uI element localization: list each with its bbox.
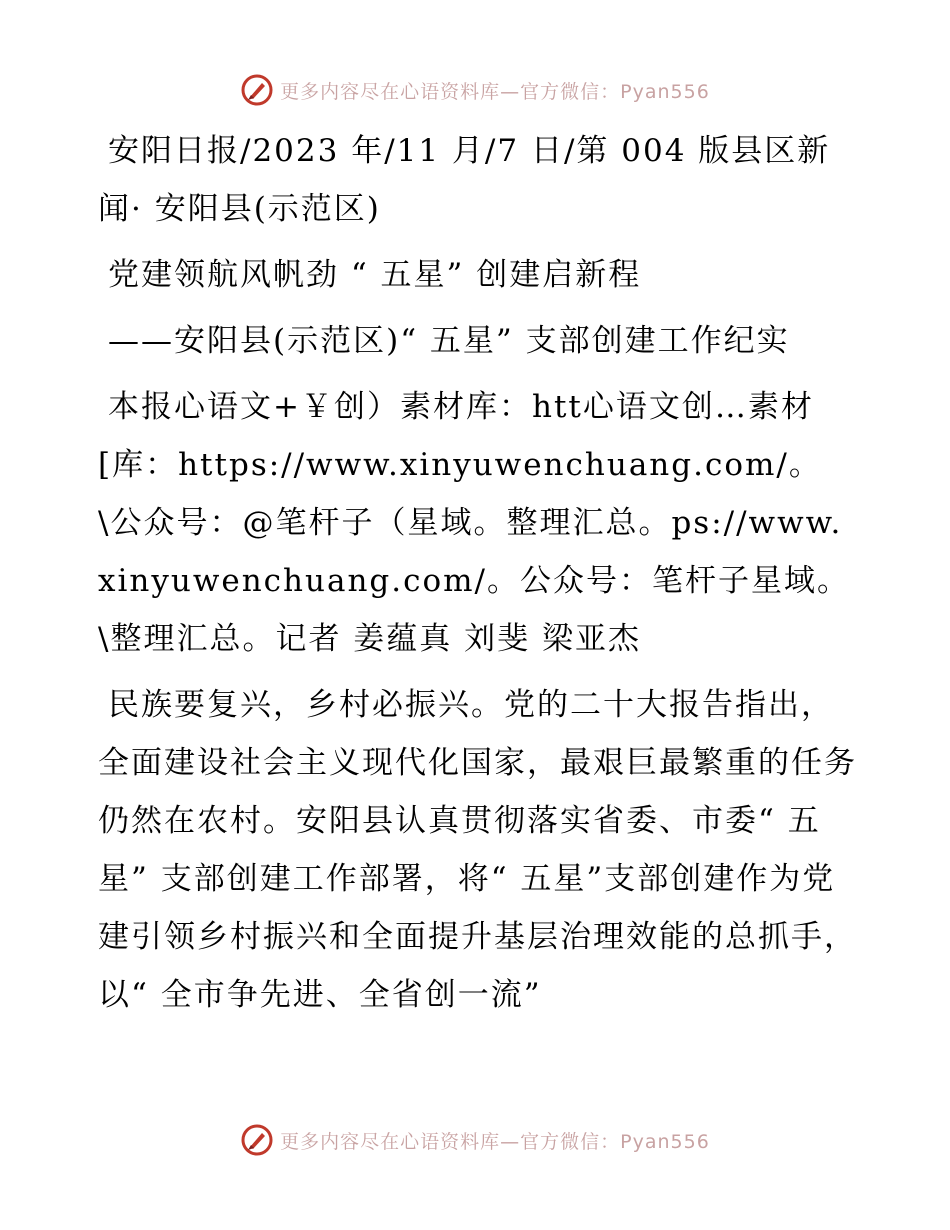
article-byline: 本报心语文+￥创）素材库：htt心语文创…素材[库：https://www.xinyuwenchuang.com/。\公众号：@笔杆子（星域。整理汇总。ps://www.xinyuwenchuang.com/。公众号：笔杆子星域。\整理汇总。记者 姜蕴真 刘斐 梁亚杰	[98, 389, 850, 657]
article-title: 党建领航风帆劲 “ 五星” 创建启新程	[108, 257, 642, 293]
article-content	[98, 122, 858, 1036]
footer-watermark-banner	[0, 1120, 950, 1160]
watermark-text: 更多内容尽在心语资料库—官方微信：Pyan556	[280, 1130, 710, 1153]
pen-nib-logo-icon	[240, 73, 274, 107]
header-watermark-banner	[0, 70, 950, 110]
source-line: 安阳日报/2023 年/11 月/7 日/第 004 版县区新闻· 安阳县(示范区)	[98, 133, 831, 227]
article-body-paragraph: 民族要复兴，乡村必振兴。党的二十大报告指出，全面建设社会主义现代化国家，最艰巨最繁重的任务仍然在农村。安阳县认真贯彻落实省委、市委“ 五星” 支部创建工作部署，将“ 五星”支部创建作为党建引领乡村振兴和全面提升基层治理效能的总抓手，以“ 全市争先进、全省创一流”	[98, 687, 857, 1013]
pen-nib-logo-icon	[240, 1123, 274, 1157]
watermark-text: 更多内容尽在心语资料库—官方微信：Pyan556	[280, 80, 710, 103]
article-subtitle: ——安阳县(示范区)“ 五星” 支部创建工作纪实	[108, 323, 790, 359]
